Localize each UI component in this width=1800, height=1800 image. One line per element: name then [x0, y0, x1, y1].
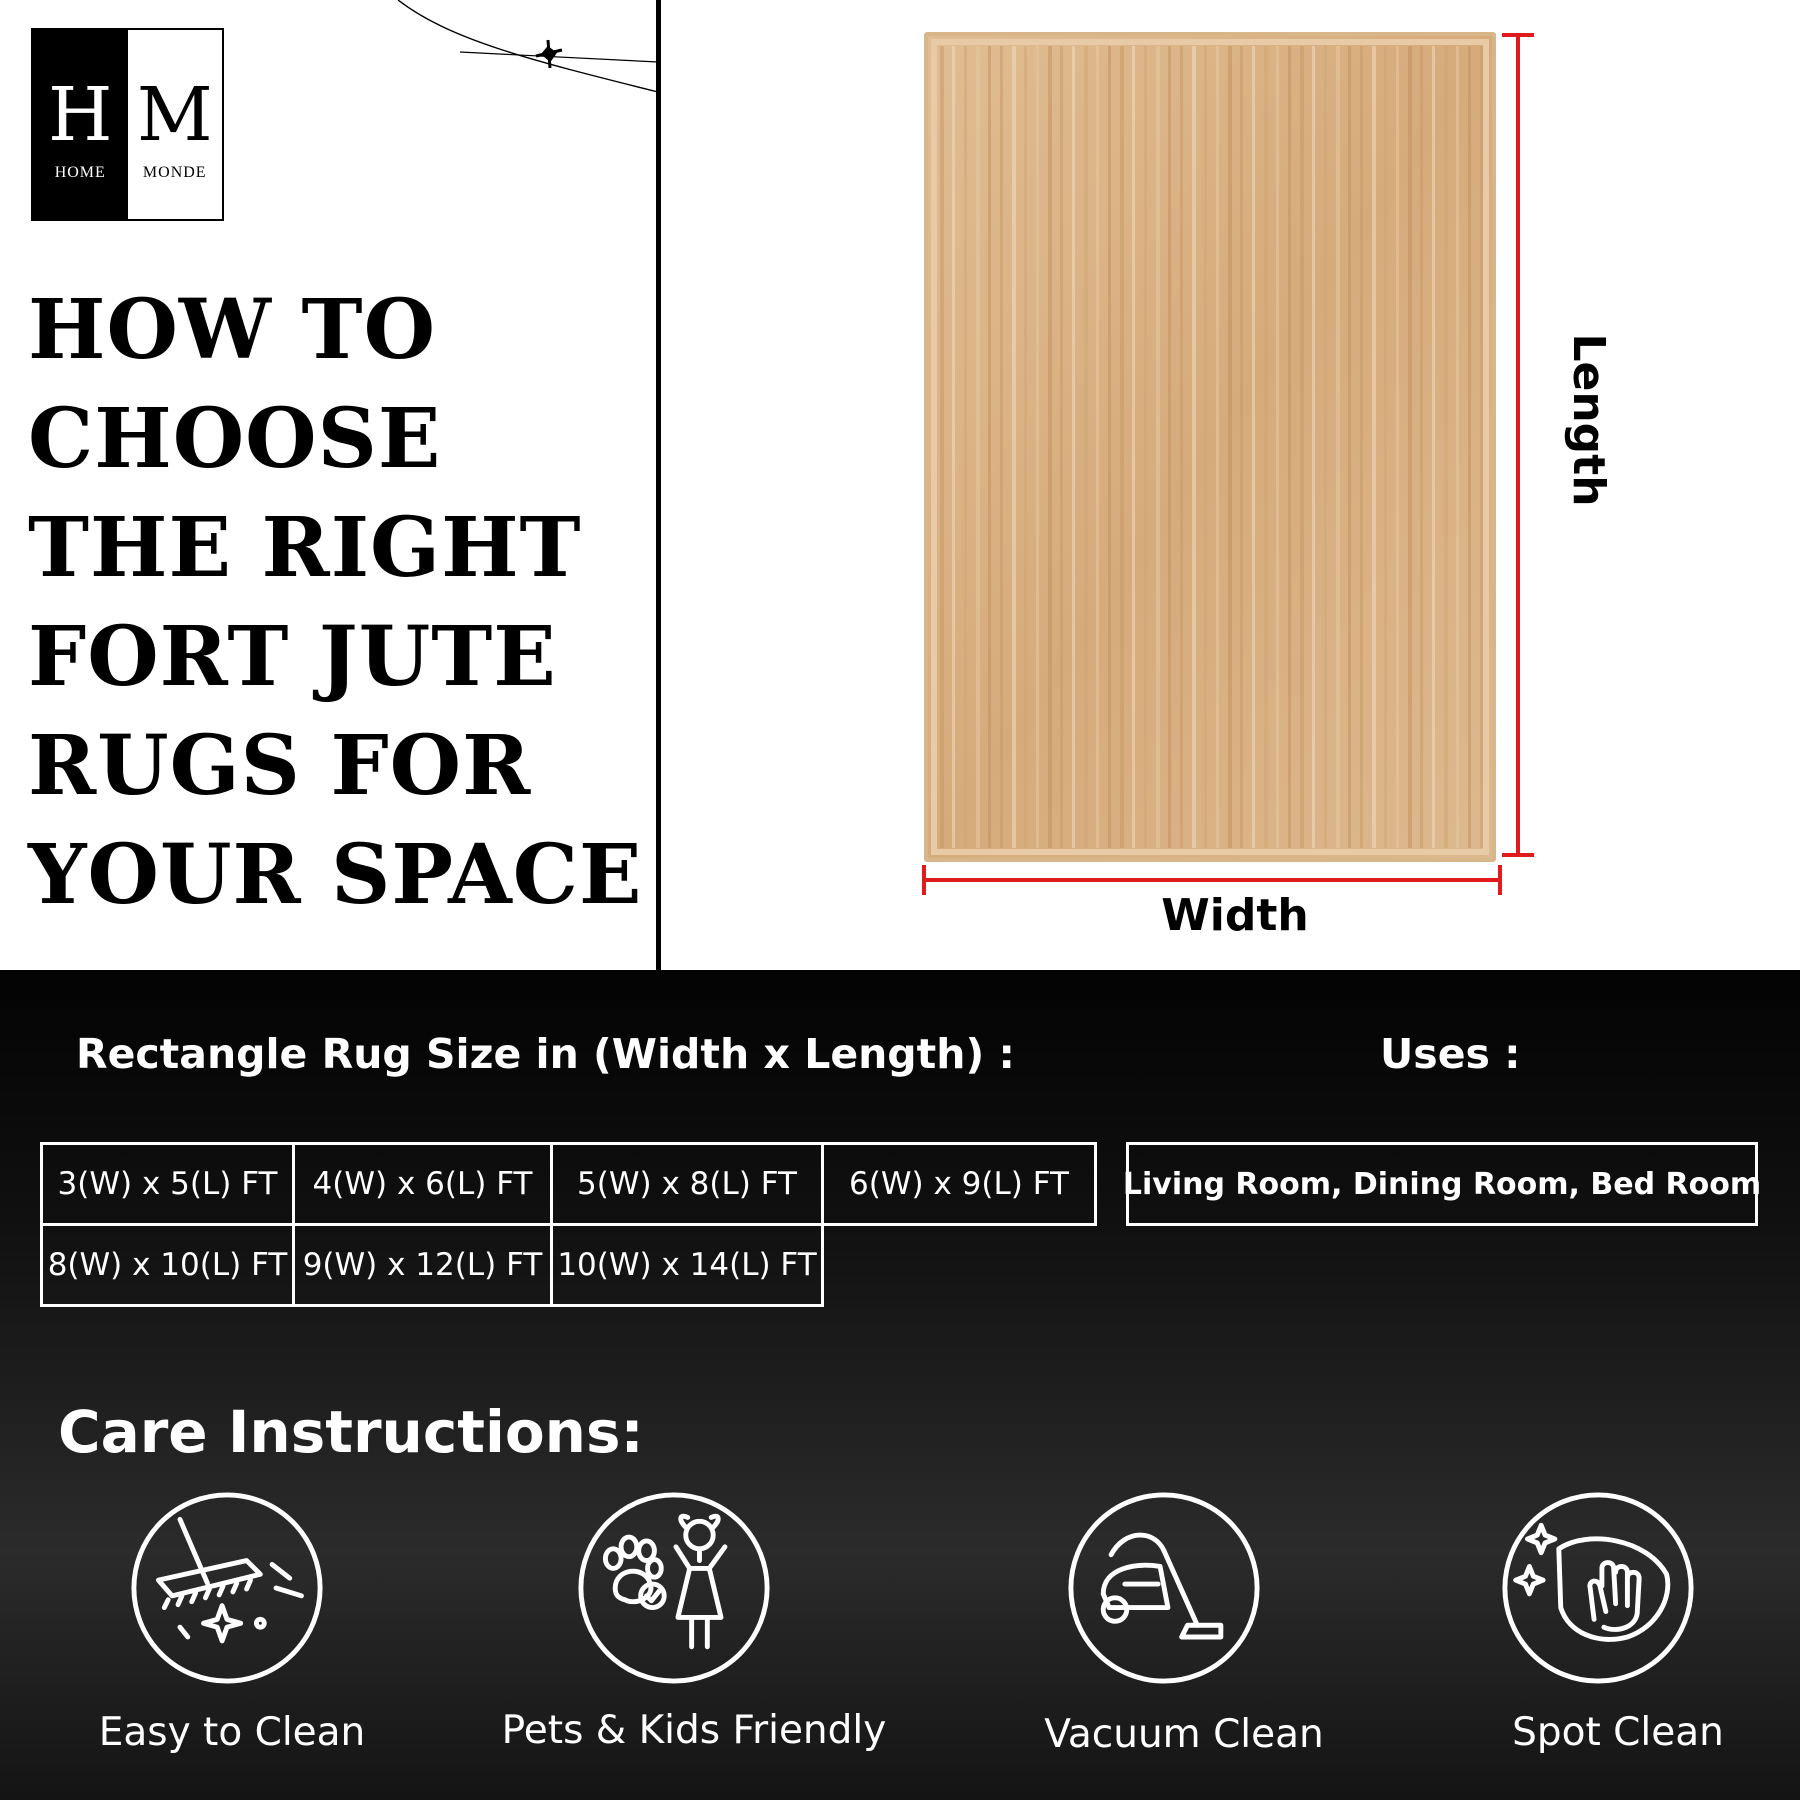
title-line: RUGS FOR	[28, 718, 532, 814]
size-cell: 5(W) x 8(L) FT	[550, 1142, 824, 1226]
logo-right-half	[128, 30, 223, 219]
care-label-spot-clean: Spot Clean	[1512, 1710, 1724, 1755]
page-title	[28, 276, 648, 930]
length-label: Length	[1563, 333, 1614, 507]
size-cell: 9(W) x 12(L) FT	[292, 1223, 553, 1307]
title-line: HOW TO	[28, 282, 436, 378]
mop-sparkle-icon	[129, 1490, 325, 1686]
logo-letter-h: H	[47, 71, 113, 158]
care-label-pets-kids: Pets & Kids Friendly	[501, 1708, 887, 1753]
care-label-easy-clean: Easy to Clean	[98, 1710, 366, 1755]
brand-logo	[31, 28, 224, 221]
size-cell: 4(W) x 6(L) FT	[292, 1142, 553, 1226]
hand-wipe-icon	[1500, 1490, 1696, 1686]
decorative-star-line	[390, 0, 660, 110]
size-cell: 3(W) x 5(L) FT	[40, 1142, 295, 1226]
logo-word-home: HOME	[54, 163, 106, 181]
paw-child-icon	[576, 1490, 772, 1686]
dimension-markers	[900, 20, 1560, 960]
title-line: CHOOSE	[28, 391, 442, 487]
logo-left-half	[33, 30, 128, 219]
logo-letter-m: M	[136, 71, 213, 158]
vertical-divider	[656, 0, 661, 970]
width-label: Width	[1161, 890, 1309, 941]
uses-box: Living Room, Dining Room, Bed Room	[1126, 1142, 1758, 1226]
title-line: FORT JUTE	[28, 609, 557, 705]
size-cell: 10(W) x 14(L) FT	[550, 1223, 824, 1307]
size-heading: Rectangle Rug Size in (Width x Length) :	[76, 1030, 1015, 1078]
title-line: YOUR SPACE	[28, 827, 643, 923]
care-label-vacuum: Vacuum Clean	[1044, 1712, 1324, 1757]
care-heading: Care Instructions:	[58, 1398, 644, 1466]
logo-word-monde: MONDE	[142, 163, 207, 181]
uses-heading: Uses :	[1380, 1030, 1521, 1078]
size-cell: 8(W) x 10(L) FT	[40, 1223, 295, 1307]
title-line: THE RIGHT	[28, 500, 582, 596]
vacuum-cleaner-icon	[1066, 1490, 1262, 1686]
size-cell: 6(W) x 9(L) FT	[821, 1142, 1097, 1226]
